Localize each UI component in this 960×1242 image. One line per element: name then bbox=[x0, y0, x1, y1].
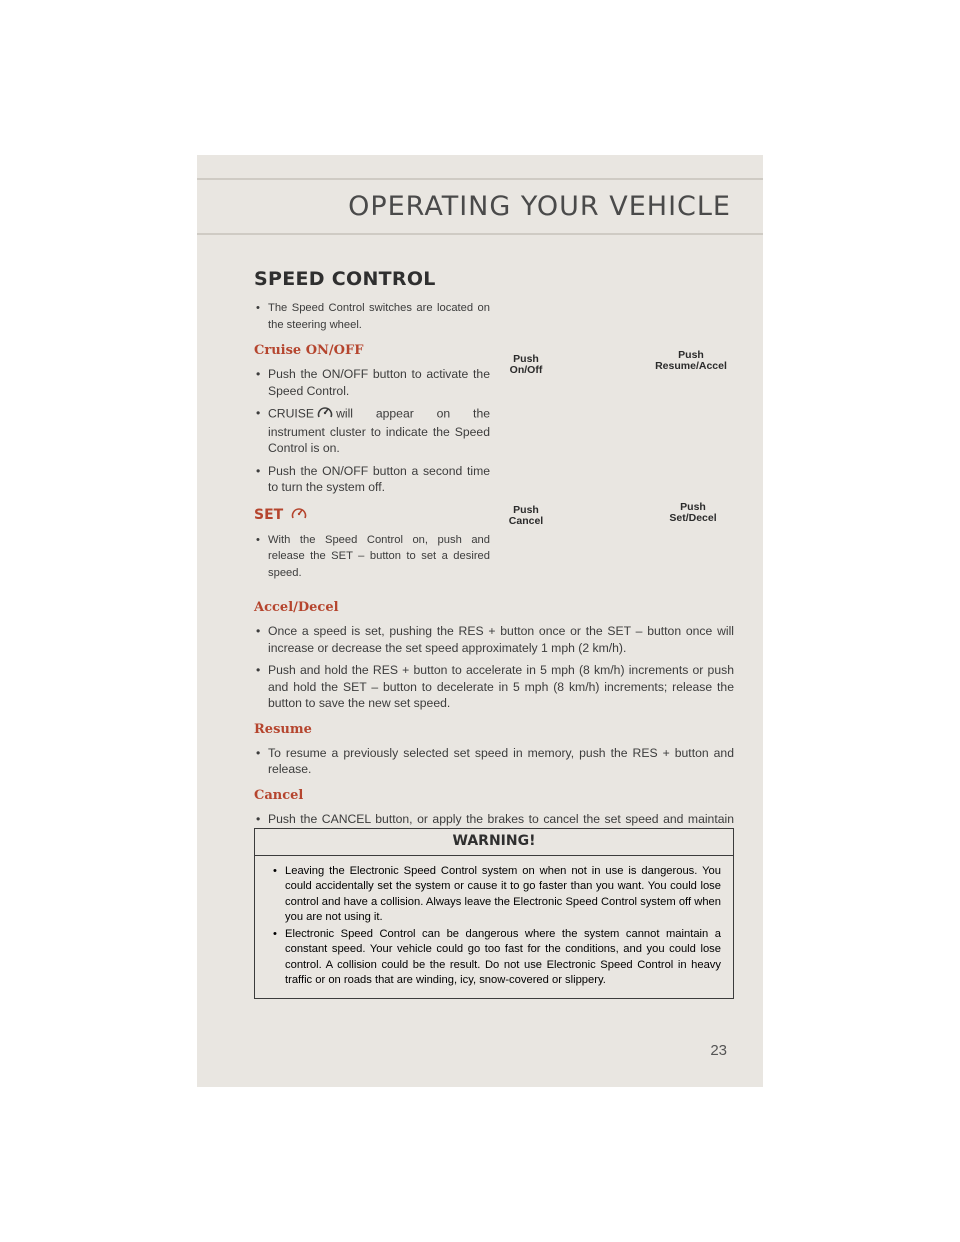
list-item: • Once a speed is set, pushing the RES + button once or the SET – button once will increase or decrease the set speed approximately 1 mph (2 km/h). bbox=[256, 624, 734, 655]
list-item: • With the Speed Control on, push and release the SET – button to set a desired speed. bbox=[256, 533, 490, 579]
warning-box bbox=[254, 828, 734, 999]
page-number: 23 bbox=[710, 1042, 727, 1059]
list-item: • Electronic Speed Control can be dangerous where the system cannot maintain a constant speed. Your vehicle could go too fast for the conditions, and you could lose control. A collision could be the result. Do not use Electronic Speed Control in heavy traffic or on roads that are winding, icy, snow-covered or slippery. bbox=[273, 928, 721, 987]
list-item: • Leaving the Electronic Speed Control system on when not in use is dangerous. You could accidentally set the system or cause it to go faster than you want. You could lose control and have a collision. Always leave the Electronic Speed Control system off when you are not using it. bbox=[273, 865, 721, 923]
cruise-speedometer-icon bbox=[317, 405, 333, 424]
label-set-decel: Push Set/Decel bbox=[669, 501, 717, 524]
list-item: • The Speed Control switches are located on the steering wheel. bbox=[256, 302, 490, 331]
set-speedometer-icon bbox=[291, 506, 307, 524]
two-column-area bbox=[254, 300, 734, 590]
content bbox=[254, 268, 734, 872]
cancel-heading: Cancel bbox=[254, 787, 304, 803]
manual-page bbox=[197, 155, 763, 1087]
set-list bbox=[254, 532, 490, 582]
warning-title: WARNING! bbox=[255, 829, 733, 856]
intro-list bbox=[254, 300, 490, 333]
label-cancel: Push Cancel bbox=[508, 504, 544, 527]
list-item: • Push the CANCEL button, or apply the brakes to cancel the set speed and maintain bbox=[256, 811, 734, 826]
label-on-off: Push On/Off bbox=[509, 353, 543, 376]
accel-list bbox=[254, 623, 734, 712]
section-title: SPEED CONTROL bbox=[254, 268, 436, 290]
list-item: • Push and hold the RES + button to accelerate in 5 mph (8 km/h) increments or push and hold the SET – button to decelerate in 5 mph (8 km/h) increments; release the button to save the new set speed. bbox=[256, 663, 734, 710]
steering-wheel-switches-photo bbox=[496, 348, 736, 538]
cruise-list bbox=[254, 366, 490, 496]
warning-list bbox=[255, 856, 733, 998]
resume-list bbox=[254, 745, 734, 778]
top-rule bbox=[197, 178, 763, 180]
chapter-title: OPERATING YOUR VEHICLE bbox=[348, 191, 731, 222]
list-item: • Push the ON/OFF button to activate the Speed Control. bbox=[256, 367, 490, 398]
list-item: • Push the ON/OFF button a second time to turn the system off. bbox=[256, 463, 490, 494]
accel-heading: Accel/Decel bbox=[254, 600, 339, 615]
list-item: • To resume a previously selected set speed in memory, push the RES + button and release. bbox=[256, 745, 734, 776]
set-heading: SET bbox=[254, 506, 490, 524]
cruise-heading: Cruise ON/OFF bbox=[254, 343, 364, 358]
chapter-rule bbox=[197, 233, 763, 235]
label-resume-accel: Push Resume/Accel bbox=[655, 349, 727, 372]
left-column bbox=[254, 300, 490, 587]
list-item: • CRUISE will appear on the instrument cluster to indicate the Speed Control is on. bbox=[256, 406, 490, 455]
resume-heading: Resume bbox=[254, 721, 312, 737]
